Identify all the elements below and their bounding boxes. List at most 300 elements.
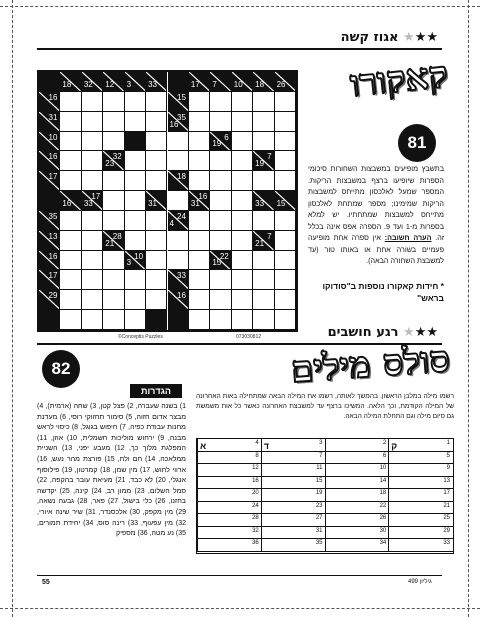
word-cell[interactable] (197, 527, 261, 539)
word-cell[interactable] (197, 539, 261, 551)
word-cell[interactable] (325, 514, 389, 526)
puzzle-number-badge: 82 (42, 350, 80, 388)
cell-number: 18 (379, 490, 387, 497)
kakuro-answer-cell[interactable] (253, 211, 274, 231)
cell-number: 1 (446, 440, 450, 446)
kakuro-answer-cell[interactable] (168, 251, 189, 271)
down-clue-number: 21 (105, 238, 115, 248)
down-clue-number: 26 (276, 79, 286, 89)
kakuro-answer-cell[interactable] (232, 310, 253, 330)
kakuro-clue-cell (168, 72, 189, 92)
kakuro-clue-cell (39, 171, 60, 191)
cut-line-top (0, 6, 480, 7)
kakuro-answer-cell[interactable] (146, 92, 167, 112)
kakuro-answer-cell[interactable] (253, 310, 274, 330)
word-cell[interactable] (388, 527, 452, 539)
kakuro-clue-cell (39, 151, 60, 171)
kakuro-answer-cell[interactable] (189, 270, 210, 290)
kakuro-answer-cell[interactable] (146, 231, 167, 251)
across-clue-number: 32 (112, 152, 122, 162)
kakuro-answer-cell[interactable] (82, 290, 103, 310)
kakuro-clue-cell (168, 270, 189, 290)
definitions-heading: הגדרות (130, 384, 182, 398)
kakuro-clue-cell (146, 72, 167, 92)
kakuro-answer-cell[interactable] (253, 92, 274, 112)
kakuro-clue-cell (39, 290, 60, 310)
down-clue-number: 15 (276, 198, 286, 208)
kakuro-answer-cell[interactable] (210, 290, 231, 310)
kakuro-clue-cell (168, 290, 189, 310)
kakuro-answer-cell[interactable] (82, 251, 103, 271)
word-cell[interactable] (325, 464, 389, 476)
kakuro-answer-cell[interactable] (232, 270, 253, 290)
kakuro-clue-cell (103, 151, 124, 171)
kakuro-answer-cell[interactable] (210, 171, 231, 191)
kakuro-clue-cell (189, 72, 210, 92)
across-clue-number: 15 (177, 92, 186, 102)
kakuro-clue-cell (210, 132, 231, 152)
across-clue-number: 10 (134, 251, 144, 261)
kakuro-answer-cell[interactable] (232, 171, 253, 191)
kakuro-answer-cell[interactable] (103, 251, 124, 271)
note-label: הערה חשובה: (384, 233, 432, 242)
kakuro-answer-cell[interactable] (232, 151, 253, 171)
kakuro-answer-cell[interactable] (60, 171, 81, 191)
across-clue-number: 35 (177, 112, 186, 122)
word-cell[interactable] (261, 539, 325, 551)
cell-number: 14 (379, 477, 387, 484)
kakuro-answer-cell[interactable] (125, 211, 146, 231)
kakuro-answer-cell[interactable] (275, 310, 296, 330)
kakuro-answer-cell[interactable] (125, 191, 146, 211)
kakuro-answer-cell[interactable] (103, 112, 124, 132)
kakuro-answer-cell[interactable] (146, 171, 167, 191)
kakuro-answer-cell[interactable] (232, 231, 253, 251)
kakuro-answer-cell[interactable] (60, 231, 81, 251)
kakuro-answer-cell[interactable] (82, 132, 103, 152)
kakuro-answer-cell[interactable] (275, 270, 296, 290)
kakuro-answer-cell[interactable] (82, 151, 103, 171)
kakuro-answer-cell[interactable] (210, 191, 231, 211)
word-cell[interactable] (325, 452, 389, 464)
word-cell[interactable] (197, 439, 261, 451)
kakuro-clue-cell (275, 72, 296, 92)
kakuro-answer-cell[interactable] (210, 151, 231, 171)
down-clue-number: 3 (126, 258, 132, 268)
footer-rule (37, 575, 442, 576)
kakuro-clue-cell (39, 92, 60, 112)
down-clue-number: 12 (105, 79, 115, 89)
word-cell[interactable] (261, 489, 325, 501)
kakuro-clue-cell (39, 231, 60, 251)
kakuro-answer-cell[interactable] (275, 132, 296, 152)
kakuro-answer-cell[interactable] (275, 171, 296, 191)
kakuro-answer-cell[interactable] (60, 310, 81, 330)
section-rule (37, 48, 442, 50)
cell-number: 28 (252, 515, 259, 522)
kakuro-answer-cell[interactable] (210, 211, 231, 231)
kakuro-answer-cell[interactable] (189, 171, 210, 191)
kakuro-clue-cell (168, 211, 189, 231)
down-clue-number: 16 (62, 198, 72, 208)
word-cell[interactable] (261, 464, 325, 476)
cut-line-left (12, 0, 13, 617)
kakuro-answer-cell[interactable] (168, 191, 189, 211)
grid-row (197, 502, 453, 515)
kakuro-clue-cell (275, 191, 296, 211)
kakuro-answer-cell[interactable] (82, 171, 103, 191)
kakuro-clue-cell (103, 72, 124, 92)
kakuro-intro-text: בתשבץ מופיעים במשבצות השחורות סיכומי הספרות שיופיעו ברצף במשבצות הריקות. המספר שמעל לאלכסון מתייחס למשבצות הריקות שמימינו; מספר שמתחת לאלכסון מתייחס למשבצות שמתחתיו. (308, 164, 444, 219)
kakuro-clue-cell (253, 191, 274, 211)
issue-label: גיליון 499 (408, 579, 432, 585)
kakuro-clue-cell (82, 72, 103, 92)
kakuro-level-title (341, 30, 438, 45)
kakuro-answer-cell[interactable] (60, 290, 81, 310)
kakuro-logo: קאקורו (348, 53, 450, 106)
down-clue-number: 18 (62, 79, 72, 89)
kakuro-answer-cell[interactable] (146, 270, 167, 290)
definitions-list: 1) בשנה שעברה, 2) פצל קטן, 3) שחה (ארמית), 4) מבצר אדום חזוה, 5) סימור תחזוקי רוסי, 6) מעדנת מחנות עבודת כפיה, 7) חיפוש בגוגל, 8) כיסוי לראש מבנה, 9) ירחוש מוליכות חשמלית, 10) אוזן, 11) המפלגת מלוך כך, 12) מעבע יפני, 13) השניית ממלאכה, 14) חם ולח, 15) פורצת מהר נעש, 16) ארווי לחוש, 17) מין שמן, 18) קמרטון, 19) פילוסוף אנגלי, 20) לא כבד, 21) מעיאת עובר בהקפה, 22) סמל השלום, 23) ממון רב, 24) קינה, 25) יקדשה בחזנו, 26) כלי בישול, 27) פאר, 28) גבעה נשאה, 29) מין מקפק, 30) אלכסנדר, 31) שיר שינה איורי, 32) מין עפעוף, 33) רינה סוס, 34) יחידת תמורים, 35) נע מטה, 36) מספיק (37, 403, 187, 538)
kakuro-answer-cell[interactable] (253, 270, 274, 290)
kakuro-answer-cell[interactable] (146, 112, 167, 132)
across-clue-number: 13 (48, 231, 58, 241)
across-clue-number: 33 (177, 271, 186, 281)
kakuro-answer-cell[interactable] (275, 231, 296, 251)
cut-line-right (468, 0, 469, 617)
cell-number: 23 (315, 502, 323, 509)
kakuro-answer-cell[interactable] (232, 211, 253, 231)
across-clue-number: 16 (48, 251, 58, 261)
kakuro-grid[interactable] (37, 70, 298, 332)
kakuro-answer-cell[interactable] (60, 151, 81, 171)
kakuro-answer-cell[interactable] (60, 251, 81, 271)
word-cell[interactable] (325, 489, 389, 501)
kakuro-clue-cell (125, 251, 146, 271)
kakuro-answer-cell[interactable] (103, 171, 124, 191)
cell-number: 19 (315, 490, 323, 497)
kakuro-answer-cell[interactable] (82, 92, 103, 112)
kakuro-clue-cell (39, 251, 60, 271)
kakuro-answer-cell[interactable] (210, 310, 231, 330)
cell-number: 12 (252, 465, 259, 472)
down-clue-number: 21 (255, 238, 265, 248)
kakuro-clue-cell (39, 132, 60, 152)
word-cell[interactable] (261, 452, 325, 464)
across-clue-number: 17 (91, 192, 101, 202)
kakuro-answer-cell[interactable] (82, 231, 103, 251)
across-clue-number: 16 (48, 92, 58, 102)
kakuro-clue-cell (168, 92, 189, 112)
kakuro-answer-cell[interactable] (82, 112, 103, 132)
cell-number: 26 (379, 515, 387, 522)
across-clue-number: 16 (177, 291, 186, 301)
kakuro-clue-cell (103, 231, 124, 251)
kakuro-answer-cell[interactable] (253, 112, 274, 132)
word-cell[interactable] (261, 502, 325, 514)
grid-row (197, 514, 453, 527)
kakuro-answer-cell[interactable] (103, 290, 124, 310)
word-cell[interactable] (197, 477, 261, 489)
kakuro-answer-cell[interactable] (103, 310, 124, 330)
kakuro-answer-cell[interactable] (82, 270, 103, 290)
kakuro-clue-cell (210, 72, 231, 92)
cell-letter: ד (263, 440, 269, 451)
kakuro-clue-cell (253, 151, 274, 171)
cell-number: 22 (379, 502, 387, 509)
kakuro-answer-cell[interactable] (60, 211, 81, 231)
kakuro-answer-cell[interactable] (125, 92, 146, 112)
across-clue-number: 28 (112, 231, 122, 241)
word-cell[interactable] (325, 502, 389, 514)
kakuro-answer-cell[interactable] (189, 231, 210, 251)
fillwords-level-title (328, 325, 438, 340)
kakuro-answer-cell[interactable] (168, 132, 189, 152)
word-cell[interactable] (388, 489, 452, 501)
kakuro-answer-cell[interactable] (189, 132, 210, 152)
kakuro-answer-cell[interactable] (146, 251, 167, 271)
kakuro-answer-cell[interactable] (253, 171, 274, 191)
kakuro-instructions (308, 163, 444, 267)
kakuro-answer-cell[interactable] (82, 310, 103, 330)
grid-row (197, 477, 453, 490)
page-number: 55 (42, 579, 50, 586)
cell-number: 6 (382, 452, 387, 459)
grid-row (197, 439, 453, 452)
word-cell[interactable] (388, 502, 452, 514)
word-cell[interactable] (388, 439, 452, 451)
down-clue-number: 33 (83, 198, 93, 208)
kakuro-answer-cell[interactable] (275, 92, 296, 112)
kakuro-answer-cell[interactable] (146, 132, 167, 152)
down-clue-number: 16 (169, 119, 179, 129)
kakuro-clue-cell (39, 112, 60, 132)
cell-number: 24 (252, 502, 259, 509)
fillwords-level-label: רגע חושבים (327, 325, 399, 340)
kakuro-answer-cell[interactable] (82, 211, 103, 231)
kakuro-clue-cell (39, 310, 60, 330)
across-clue-number: 17 (48, 172, 58, 182)
kakuro-answer-cell[interactable] (232, 92, 253, 112)
kakuro-answer-cell[interactable] (125, 171, 146, 191)
cell-letter: ק (391, 440, 398, 451)
cell-number: 11 (316, 465, 323, 472)
kakuro-answer-cell[interactable] (168, 151, 189, 171)
kakuro-answer-cell[interactable] (189, 251, 210, 271)
word-cell[interactable] (388, 477, 452, 489)
kakuro-answer-cell[interactable] (168, 231, 189, 251)
word-cell[interactable] (388, 514, 452, 526)
kakuro-clue-cell (39, 270, 60, 290)
cell-number: 17 (443, 490, 450, 497)
difficulty-stars: ★★★ (403, 325, 438, 340)
word-cell[interactable] (388, 464, 452, 476)
word-cell[interactable] (261, 514, 325, 526)
down-clue-number: 31 (190, 198, 200, 208)
kakuro-clue-cell (125, 72, 146, 92)
kakuro-clue-cell (146, 191, 167, 211)
kakuro-clue-cell (253, 72, 274, 92)
kakuro-clue-cell (168, 171, 189, 191)
kakuro-digits-rule: יש למלא בספרות מ-1 ועד 9. הספרה אפס אינה בכלל זה. (308, 210, 445, 242)
kakuro-answer-cell[interactable] (60, 270, 81, 290)
kakuro-answer-cell[interactable] (189, 211, 210, 231)
cell-number: 27 (315, 515, 323, 522)
down-clue-number: 10 (233, 79, 243, 89)
word-cell[interactable] (325, 539, 389, 551)
word-cell[interactable] (261, 527, 325, 539)
kakuro-answer-cell[interactable] (253, 290, 274, 310)
word-cell[interactable] (197, 464, 261, 476)
word-cell[interactable] (325, 527, 389, 539)
word-cell[interactable] (197, 452, 261, 464)
down-clue-number: 19 (212, 139, 222, 149)
kakuro-answer-cell[interactable] (60, 92, 81, 112)
word-cell[interactable] (388, 539, 452, 551)
kakuro-answer-cell[interactable] (60, 112, 81, 132)
across-clue-number: 35 (48, 211, 58, 221)
kakuro-answer-cell[interactable] (125, 270, 146, 290)
down-clue-number: 4 (169, 218, 174, 228)
kakuro-answer-cell[interactable] (146, 211, 167, 231)
kakuro-promo: * חידות קאקורו נוספות ב"סודוקו בראש" (322, 281, 444, 303)
across-clue-number: 22 (219, 251, 229, 261)
down-clue-number: 7 (212, 79, 217, 89)
kakuro-clue-cell (253, 231, 274, 251)
kakuro-answer-cell[interactable] (275, 211, 296, 231)
word-cell[interactable] (261, 439, 325, 451)
kakuro-answer-cell[interactable] (60, 132, 81, 152)
cell-number: 7 (319, 452, 323, 459)
kakuro-answer-cell[interactable] (232, 251, 253, 271)
cut-line-bottom (0, 608, 480, 609)
cell-number: 10 (379, 465, 387, 472)
kakuro-level-label: אגוז קשה (340, 30, 399, 45)
kakuro-answer-cell[interactable] (189, 92, 210, 112)
kakuro-answer-cell[interactable] (103, 92, 124, 112)
across-clue-number: 24 (177, 211, 186, 221)
cell-number: 25 (443, 515, 450, 522)
kakuro-clue-cell (125, 132, 146, 152)
kakuro-answer-cell[interactable] (103, 132, 124, 152)
kakuro-answer-cell[interactable] (232, 112, 253, 132)
kakuro-answer-cell[interactable] (210, 112, 231, 132)
across-clue-number: 10 (48, 132, 58, 142)
cell-number: 4 (255, 440, 259, 446)
word-cell[interactable] (325, 439, 389, 451)
grid-row (197, 539, 453, 552)
word-cell[interactable] (197, 489, 261, 501)
fillwords-instructions: רשמו מילה במלבן הראשון. בהמשך לאותה, רשמו את המילה הבאה שמתחילה באות האחרונה של המילה הקודמת, וכך הלאה. המשיכו ברצף עד למשבצת האחרונה כאשר כל אות משמשת גם סיום מילה וגם התחלת המילה הבאה. (196, 393, 454, 420)
kakuro-answer-cell[interactable] (103, 211, 124, 231)
across-clue-number: 17 (48, 271, 58, 281)
kakuro-answer-cell[interactable] (125, 231, 146, 251)
kakuro-answer-cell[interactable] (275, 151, 296, 171)
cell-number: 8 (255, 452, 259, 459)
kakuro-answer-cell[interactable] (125, 310, 146, 330)
kakuro-clue-cell (60, 72, 81, 92)
kakuro-answer-cell[interactable] (189, 310, 210, 330)
across-clue-number: 6 (224, 132, 229, 142)
down-clue-number: 15 (212, 258, 222, 268)
kakuro-answer-cell[interactable] (275, 251, 296, 271)
cell-number: 15 (315, 477, 323, 484)
cell-number: 31 (315, 527, 323, 534)
copyright-label: ©Conceptis Puzzles (118, 334, 163, 340)
across-clue-number: 29 (48, 291, 58, 301)
kakuro-answer-cell[interactable] (146, 290, 167, 310)
kakuro-answer-cell[interactable] (210, 270, 231, 290)
cell-number: 5 (446, 452, 450, 459)
kakuro-answer-cell[interactable] (125, 151, 146, 171)
across-clue-number: 7 (267, 152, 272, 162)
kakuro-answer-cell[interactable] (125, 290, 146, 310)
cell-number: 9 (446, 465, 450, 472)
kakuro-answer-cell[interactable] (232, 191, 253, 211)
across-clue-number: 16 (48, 152, 58, 162)
word-cell[interactable] (325, 477, 389, 489)
down-clue-number: 32 (83, 79, 93, 89)
kakuro-answer-cell[interactable] (253, 251, 274, 271)
word-cell[interactable] (197, 502, 261, 514)
down-clue-number: 19 (255, 159, 265, 169)
difficulty-stars: ★★★ (403, 30, 438, 45)
word-cell[interactable] (388, 452, 452, 464)
kakuro-answer-cell[interactable] (275, 112, 296, 132)
fillwords-logo: סולס מילים (289, 338, 452, 392)
down-clue-number: 33 (148, 79, 157, 89)
kakuro-answer-cell[interactable] (146, 151, 167, 171)
puzzle-code: 073030812 (236, 334, 262, 340)
fillwords-grid[interactable] (196, 438, 454, 554)
kakuro-answer-cell[interactable] (125, 112, 146, 132)
cell-number: 36 (252, 540, 259, 547)
kakuro-answer-cell[interactable] (232, 290, 253, 310)
kakuro-note-text: אין ספרה אחת מופיעה פעמיים בשורה אחת או באותו טור (עד למשבצת השחורה הבאה). (308, 233, 444, 265)
kakuro-clue-cell (189, 191, 210, 211)
word-cell[interactable] (261, 477, 325, 489)
cell-number: 2 (382, 440, 387, 446)
kakuro-answer-cell[interactable] (210, 231, 231, 251)
kakuro-clue-cell (232, 72, 253, 92)
kakuro-answer-cell[interactable] (232, 132, 253, 152)
kakuro-answer-cell[interactable] (189, 290, 210, 310)
down-clue-number: 33 (255, 198, 265, 208)
across-clue-number: 31 (48, 112, 58, 122)
grid-row (197, 452, 453, 465)
kakuro-clue-cell (82, 191, 103, 211)
kakuro-answer-cell[interactable] (253, 132, 274, 152)
puzzle-number-badge: 81 (398, 124, 436, 162)
grid-row (197, 527, 453, 540)
kakuro-answer-cell[interactable] (189, 151, 210, 171)
kakuro-clue-cell (146, 310, 167, 330)
cell-number: 35 (315, 540, 323, 547)
kakuro-answer-cell[interactable] (189, 112, 210, 132)
cell-number: 29 (443, 527, 450, 534)
kakuro-answer-cell[interactable] (210, 92, 231, 112)
kakuro-clue-cell (39, 211, 60, 231)
down-clue-number: 23 (105, 159, 115, 169)
kakuro-clue-cell (168, 310, 189, 330)
word-cell[interactable] (197, 514, 261, 526)
kakuro-answer-cell[interactable] (103, 191, 124, 211)
cell-number: 3 (319, 440, 323, 446)
cell-number: 16 (252, 477, 259, 484)
kakuro-answer-cell[interactable] (275, 290, 296, 310)
down-clue-number: 31 (148, 198, 157, 208)
kakuro-answer-cell[interactable] (103, 270, 124, 290)
